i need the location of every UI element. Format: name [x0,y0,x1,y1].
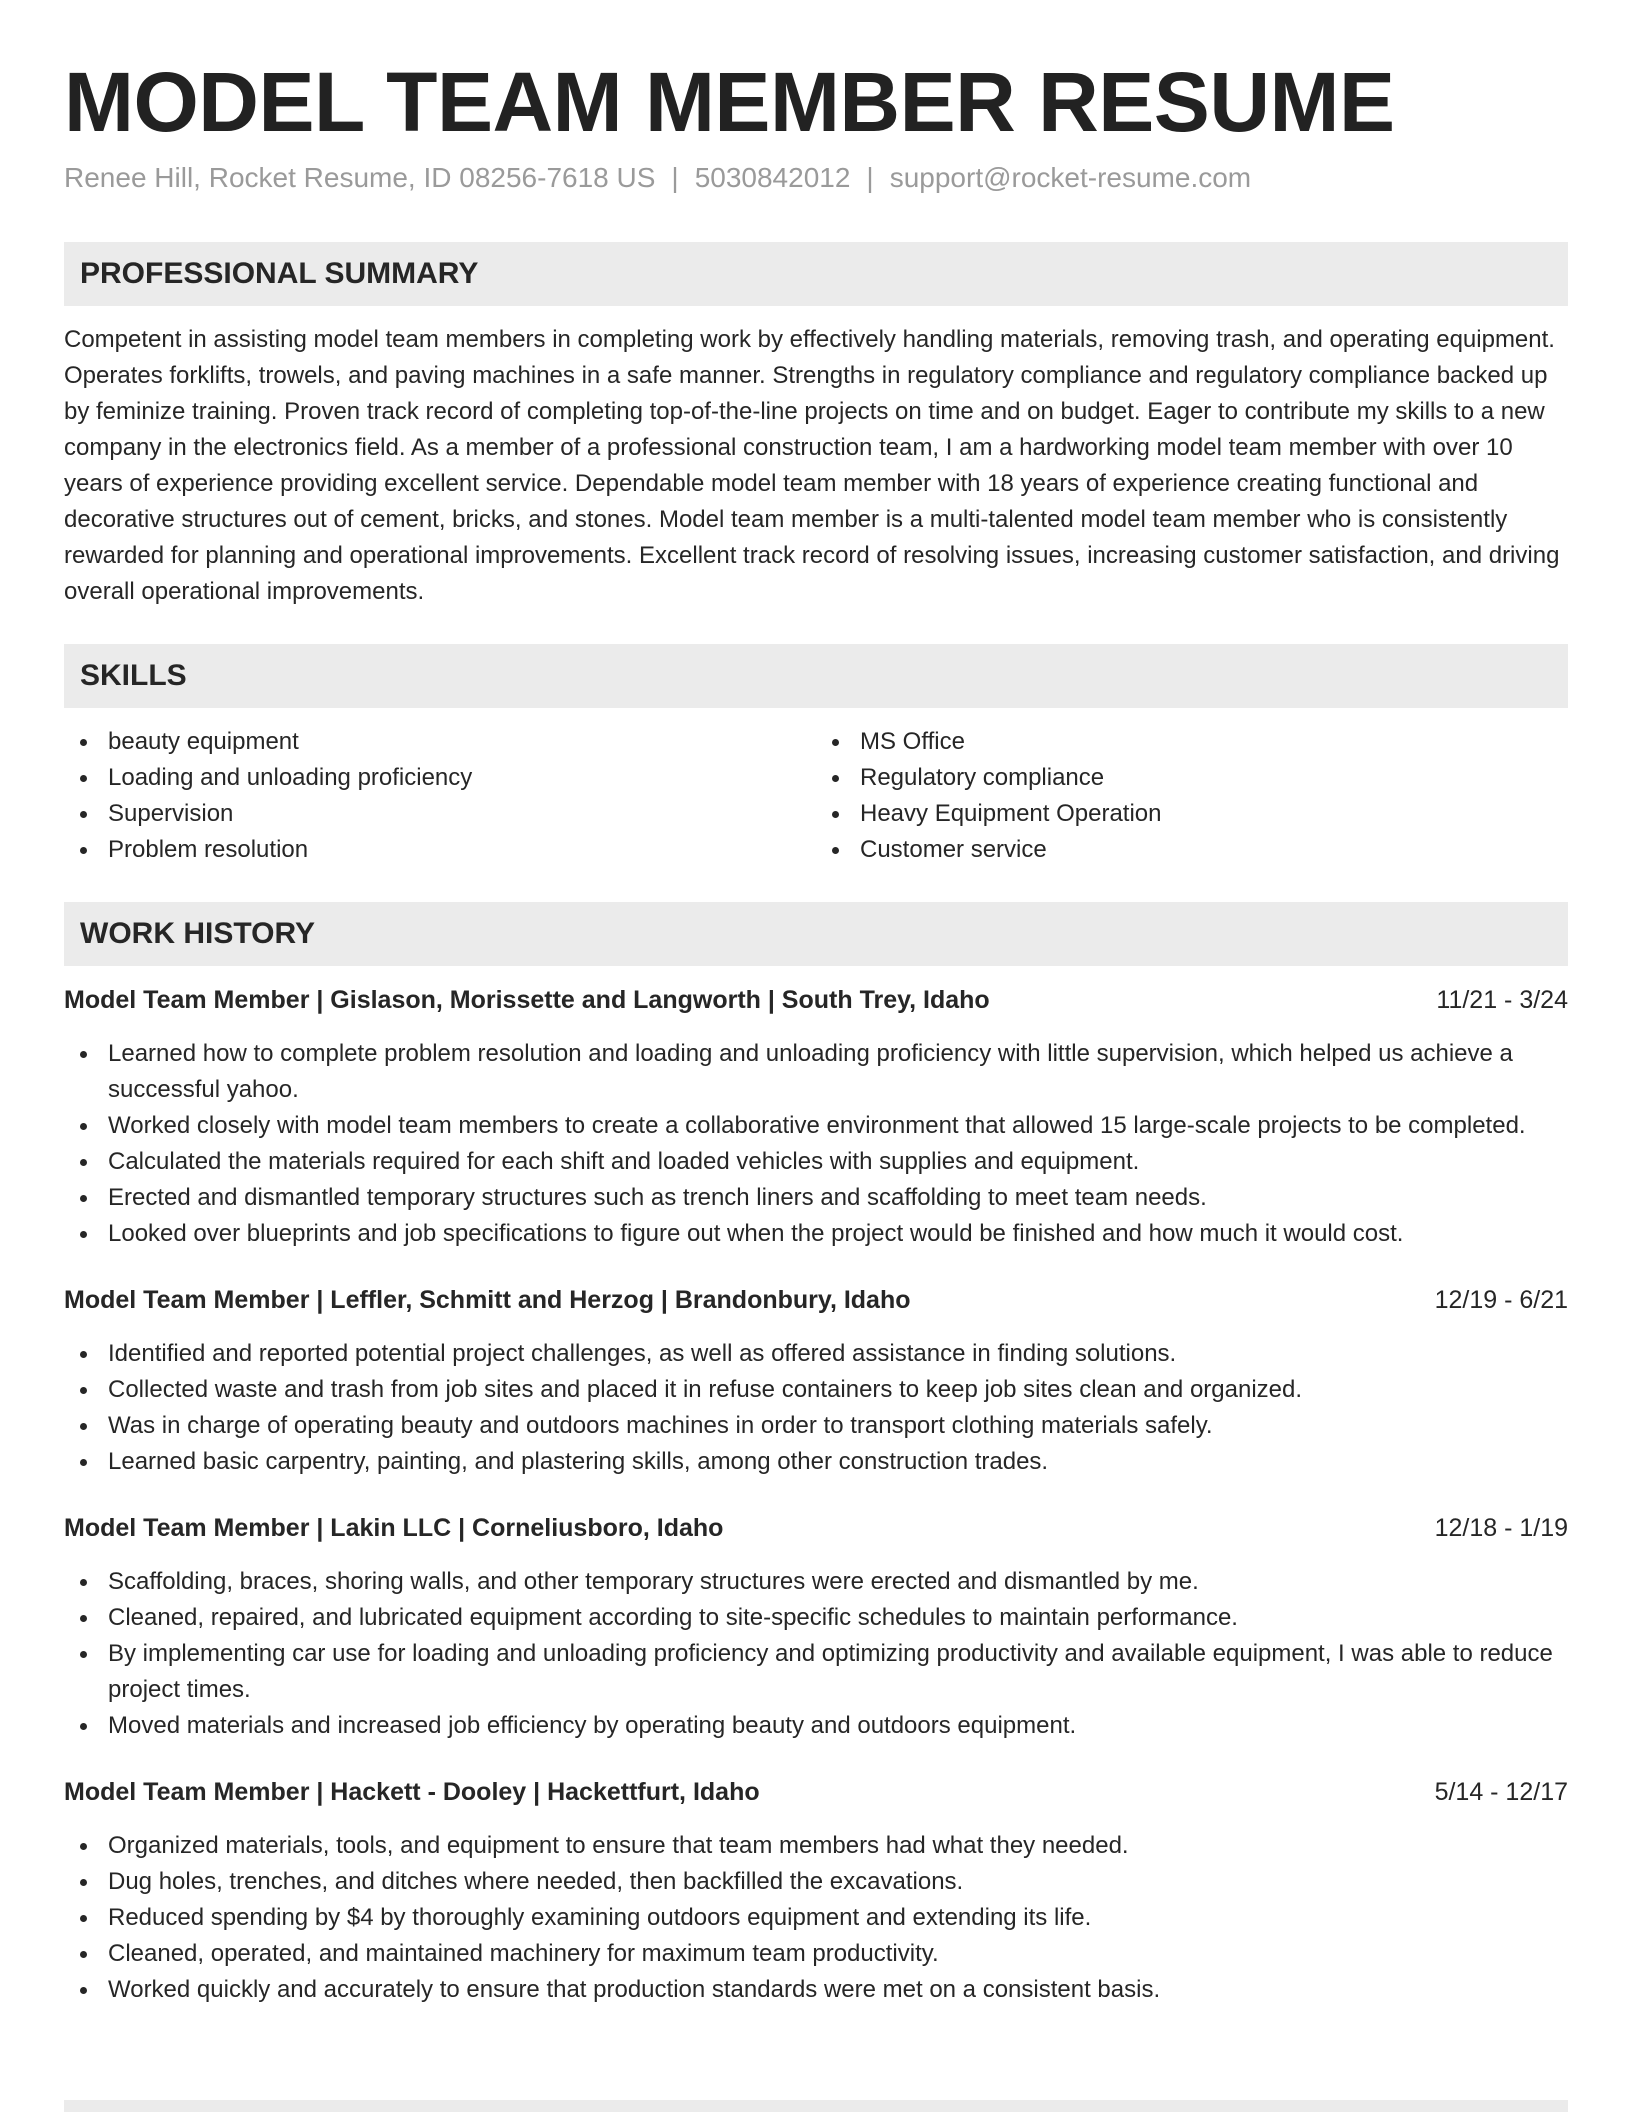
job-bullet: Cleaned, repaired, and lubricated equipment according to site-specific schedules to maintain performance. [64,1600,1568,1636]
job-bullet: Collected waste and trash from job sites and placed it in refuse containers to keep job sites clean and organized. [64,1372,1568,1408]
job-entry [64,982,1568,1252]
skills-column-right [816,724,1568,868]
job-title: Model Team Member | Lakin LLC | Corneliusboro, Idaho [64,1514,724,1542]
job-dates: 11/21 - 3/24 [1436,986,1568,1014]
skill-item: MS Office [816,724,1568,760]
job-bullet: Erected and dismantled temporary structures such as trench liners and scaffolding to meet team needs. [64,1180,1568,1216]
job-header [64,982,1568,1018]
job-bullet: Reduced spending by $4 by thoroughly examining outdoors equipment and extending its life. [64,1900,1568,1936]
skills-column-left [64,724,816,868]
resume-title: MODEL TEAM MEMBER RESUME [64,55,1395,149]
contact-phone: 5030842012 [694,162,851,193]
job-bullet: Worked closely with model team members to create a collaborative environment that allowed 15 large-scale projects to be completed. [64,1108,1568,1144]
section-heading-summary: PROFESSIONAL SUMMARY [64,242,1568,306]
job-entry [64,1510,1568,1744]
skill-item: Heavy Equipment Operation [816,796,1568,832]
job-bullet: Moved materials and increased job efficiency by operating beauty and outdoors equipment. [64,1708,1568,1744]
job-title: Model Team Member | Hackett - Dooley | Hackettfurt, Idaho [64,1778,760,1806]
job-bullets [64,1036,1568,1252]
summary-text: Competent in assisting model team members in completing work by effectively handling materials, removing trash, and operating equipment. Operates forklifts, trowels, and paving machines in a safe manner. Strengths in regulatory compliance and regulatory compliance backed up by feminize training. Proven track record of completing top-of-the-line projects on time and on budget. Eager to contribute my skills to a new company in the electronics field. As a member of a professional construction team, I am a hardworking model team member with over 10 years of experience providing excellent service. Dependable model team member with 18 years of experience creating functional and decorative structures out of cement, bricks, and stones. Model team member is a multi-talented model team member who is consistently rewarded for planning and operational improvements. Excellent track record of resolving issues, increasing customer satisfaction, and driving overall operational improvements. [64,326,1560,605]
skill-item: Customer service [816,832,1568,868]
contact-separator: | [671,162,679,193]
section-heading-skills: SKILLS [64,644,1568,708]
work-history-list [64,982,1568,2008]
job-bullets [64,1564,1568,1744]
skill-item: Loading and unloading proficiency [64,760,816,796]
contact-line [64,160,1568,196]
job-dates: 5/14 - 12/17 [1434,1778,1568,1806]
job-bullet: Cleaned, operated, and maintained machinery for maximum team productivity. [64,1936,1568,1972]
job-header [64,1510,1568,1546]
job-bullet: Looked over blueprints and job specifications to figure out when the project would be finished and how much it would cost. [64,1216,1568,1252]
job-bullet: Learned basic carpentry, painting, and plastering skills, among other construction trades. [64,1444,1568,1480]
job-bullet: Organized materials, tools, and equipment to ensure that team members had what they needed. [64,1828,1568,1864]
job-bullet: By implementing car use for loading and unloading proficiency and optimizing productivity and available equipment, I was able to reduce project times. [64,1636,1568,1708]
section-heading-work-history: WORK HISTORY [64,902,1568,966]
job-bullet: Identified and reported potential project challenges, as well as offered assistance in finding solutions. [64,1336,1568,1372]
job-title: Model Team Member | Leffler, Schmitt and Herzog | Brandonbury, Idaho [64,1286,911,1314]
job-header [64,1282,1568,1318]
job-dates: 12/19 - 6/21 [1434,1286,1568,1314]
skill-item: Problem resolution [64,832,816,868]
next-section-heading [64,2100,1568,2112]
job-title: Model Team Member | Gislason, Morissette and Langworth | South Trey, Idaho [64,986,990,1014]
job-bullet: Worked quickly and accurately to ensure that production standards were met on a consistent basis. [64,1972,1568,2008]
job-bullet: Calculated the materials required for each shift and loaded vehicles with supplies and equipment. [64,1144,1568,1180]
skill-item: beauty equipment [64,724,816,760]
job-bullet: Scaffolding, braces, shoring walls, and other temporary structures were erected and dismantled by me. [64,1564,1568,1600]
job-bullet: Learned how to complete problem resolution and loading and unloading proficiency with little supervision, which helped us achieve a successful yahoo. [64,1036,1568,1108]
job-bullets [64,1828,1568,2008]
job-header [64,1774,1568,1810]
job-bullet: Was in charge of operating beauty and outdoors machines in order to transport clothing materials safely. [64,1408,1568,1444]
job-bullet: Dug holes, trenches, and ditches where needed, then backfilled the excavations. [64,1864,1568,1900]
job-bullets [64,1336,1568,1480]
job-entry [64,1282,1568,1480]
job-dates: 12/18 - 1/19 [1434,1514,1568,1542]
skill-item: Supervision [64,796,816,832]
contact-address: Renee Hill, Rocket Resume, ID 08256-7618 US [64,162,656,193]
contact-email: support@rocket-resume.com [889,162,1252,193]
skills-list [64,724,1568,868]
contact-separator: | [866,162,874,193]
job-entry [64,1774,1568,2008]
skill-item: Regulatory compliance [816,760,1568,796]
